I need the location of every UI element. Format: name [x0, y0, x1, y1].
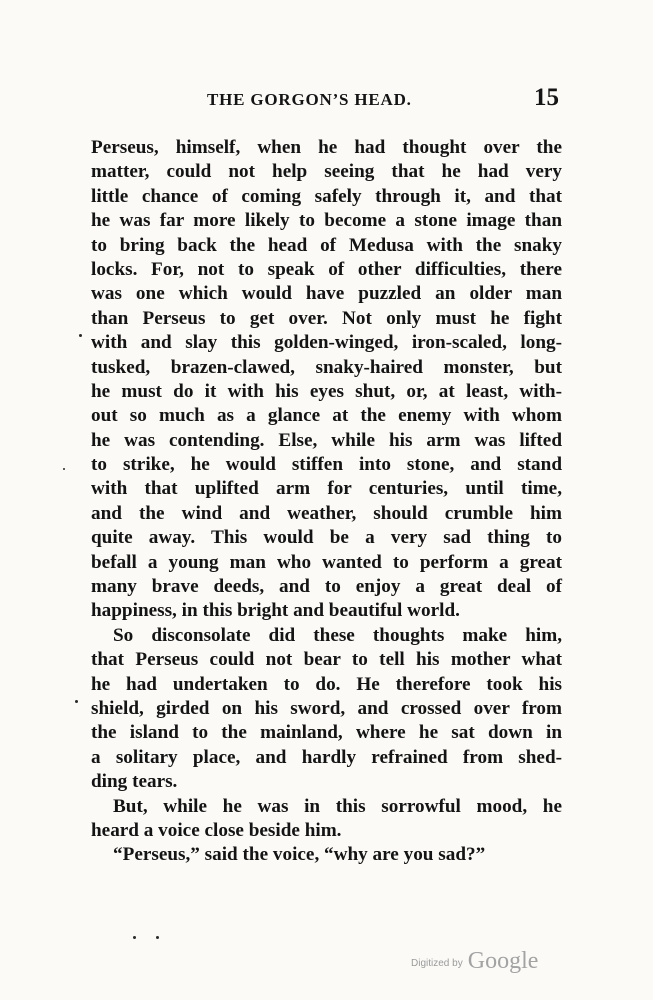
- text-line: to strike, he would stiffen into stone, and stand: [91, 454, 562, 476]
- text-line: the island to the mainland, where he sat down in: [91, 722, 562, 744]
- digitization-watermark: [411, 948, 538, 975]
- page-number: 15: [534, 84, 559, 111]
- scan-speck: [75, 700, 78, 703]
- text-line: shield, girded on his sword, and crossed over from: [91, 697, 562, 719]
- scan-speck: [79, 334, 82, 337]
- text-line: happiness, in this bright and beautiful world.: [91, 600, 460, 622]
- text-line: So disconsolate did these thoughts make him,: [113, 624, 562, 646]
- scan-speck: [156, 936, 159, 939]
- text-line: “Perseus,” said the voice, “why are you sad?”: [113, 844, 486, 866]
- watermark-prefix: Digitized by: [411, 958, 463, 969]
- text-line: to bring back the head of Medusa with the snaky: [91, 234, 562, 256]
- text-line: heard a voice close beside him.: [91, 819, 342, 841]
- text-line: with that uplifted arm for centuries, until time,: [91, 478, 562, 500]
- text-line: little chance of coming safely through it, and that: [91, 185, 562, 207]
- scan-speck: [63, 468, 65, 470]
- body-text: [91, 136, 562, 868]
- text-line: Perseus, himself, when he had thought over the: [91, 137, 562, 158]
- text-line: But, while he was in this sorrowful mood, he: [113, 795, 562, 817]
- text-line: than Perseus to get over. Not only must he fight: [91, 307, 562, 329]
- text-line: tusked, brazen-clawed, snaky-haired monster, but: [91, 356, 562, 378]
- text-line: quite away. This would be a very sad thing to: [91, 527, 562, 549]
- text-line: with and slay this golden-winged, iron-scaled, long-: [91, 332, 562, 354]
- text-line: that Perseus could not bear to tell his mother what: [91, 649, 562, 671]
- text-line: and the wind and weather, should crumble him: [91, 502, 562, 524]
- text-line: out so much as a glance at the enemy with whom: [91, 405, 562, 427]
- text-line: was one which would have puzzled an older man: [91, 283, 562, 305]
- text-line: he was contending. Else, while his arm was lifted: [91, 429, 562, 451]
- text-line: ding tears.: [91, 771, 178, 793]
- running-header: [0, 84, 653, 118]
- text-line: locks. For, not to speak of other difficulties, there: [91, 258, 562, 280]
- text-line: a solitary place, and hardly refrained from shed-: [91, 746, 562, 768]
- running-title: THE GORGON’S HEAD.: [207, 90, 412, 109]
- scan-speck: [133, 936, 136, 939]
- text-line: he must do it with his eyes shut, or, at least, with-: [91, 380, 562, 402]
- text-line: matter, could not help seeing that he had very: [91, 161, 562, 183]
- text-line: many brave deeds, and to enjoy a great deal of: [91, 576, 562, 598]
- text-line: befall a young man who wanted to perform a great: [91, 551, 562, 573]
- text-line: he had undertaken to do. He therefore took his: [91, 673, 562, 695]
- text-line: he was far more likely to become a stone image than: [91, 210, 562, 232]
- watermark-brand: Google: [467, 948, 539, 974]
